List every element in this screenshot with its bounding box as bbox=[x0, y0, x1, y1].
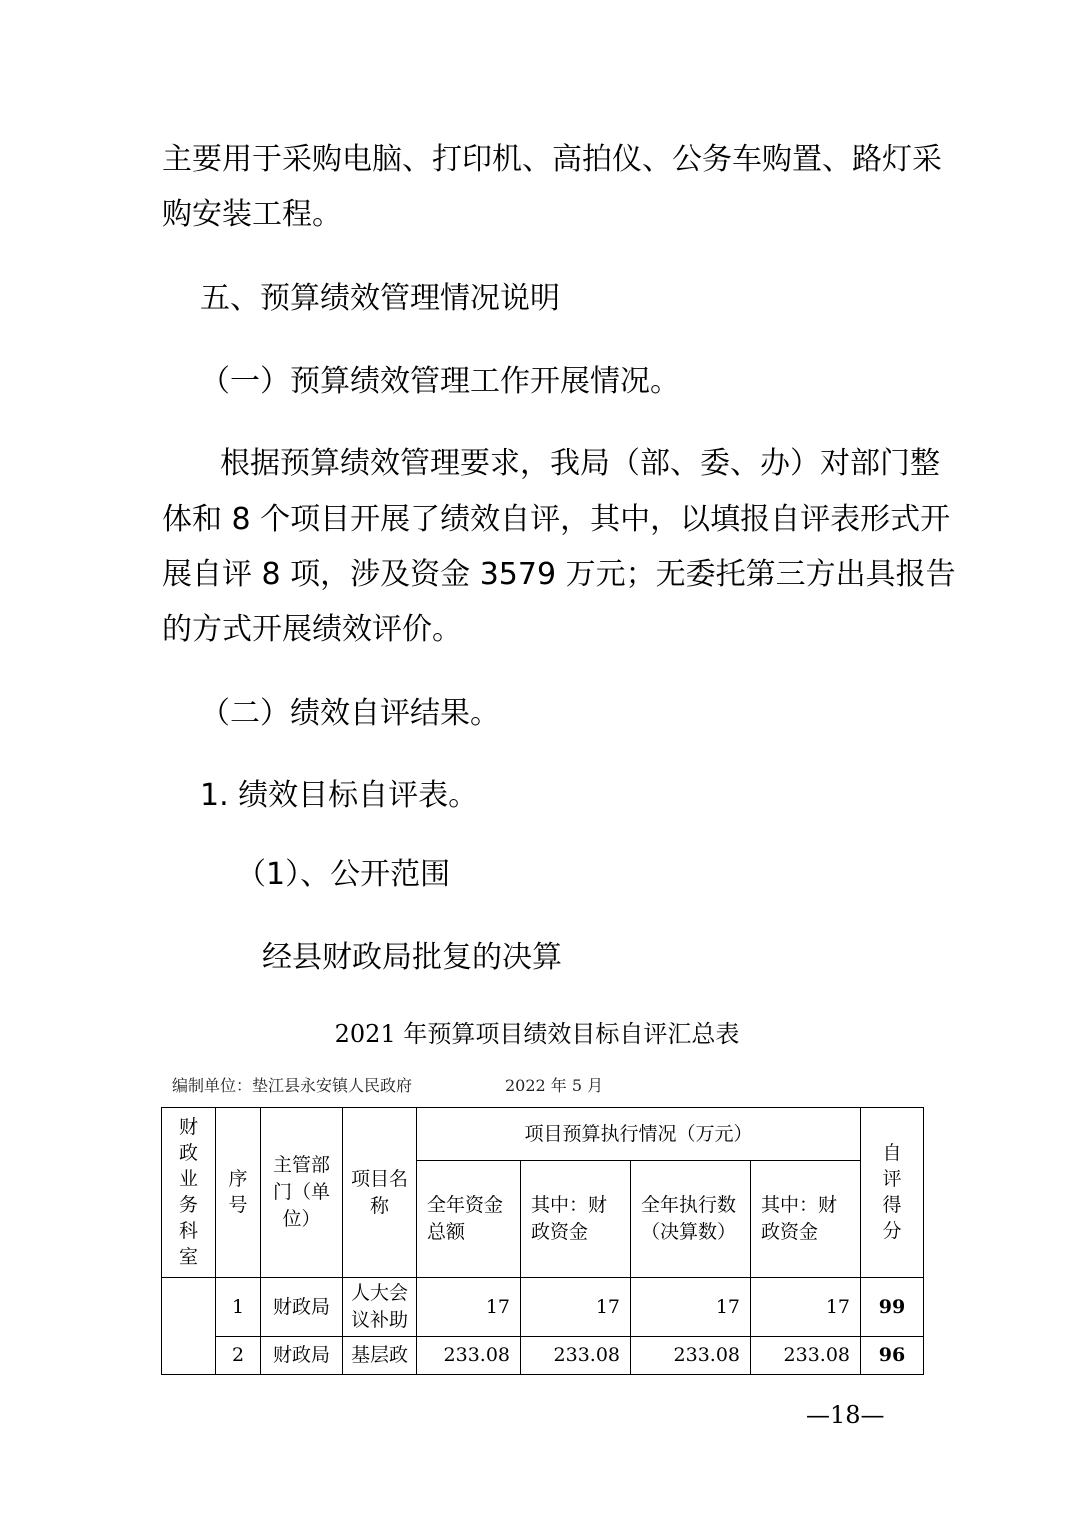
item-subheading: （1）、公开范围 bbox=[236, 857, 451, 892]
score-cell: 96 bbox=[861, 1337, 924, 1375]
body-line: 购安装工程。 bbox=[162, 197, 342, 232]
subsection-heading: （一）预算绩效管理工作开展情况。 bbox=[200, 364, 680, 399]
table-row bbox=[162, 1278, 924, 1337]
body-line: 根据预算绩效管理要求，我局（部、委、办）对部门整 bbox=[220, 446, 940, 481]
section-heading: 五、预算绩效管理情况说明 bbox=[200, 281, 560, 316]
fiscal-funds-cell: 233.08 bbox=[521, 1337, 631, 1375]
header-fiscal-funds: 其中：财政资金 bbox=[521, 1161, 631, 1278]
header-seq: 序号 bbox=[216, 1108, 261, 1278]
header-project-name: 项目名称 bbox=[343, 1108, 417, 1278]
page-number: —18— bbox=[806, 1401, 885, 1429]
fiscal-funds-cell: 17 bbox=[521, 1278, 631, 1337]
table-title: 2021 年预算项目绩效目标自评汇总表 bbox=[334, 1020, 740, 1048]
score-cell: 99 bbox=[861, 1278, 924, 1337]
compiling-unit: 编制单位：垫江县永安镇人民政府 bbox=[172, 1076, 413, 1095]
annual-exec-cell: 233.08 bbox=[631, 1337, 751, 1375]
project-cell: 基层政 bbox=[343, 1337, 417, 1375]
project-cell: 人大会议补助 bbox=[343, 1278, 417, 1337]
fiscal-exec-cell: 233.08 bbox=[751, 1337, 861, 1375]
evaluation-summary-table bbox=[161, 1107, 924, 1375]
body-line: 展自评 8 项，涉及资金 3579 万元；无委托第三方出具报告 bbox=[162, 557, 956, 592]
seq-cell: 1 bbox=[216, 1278, 261, 1337]
header-self-score: 自评得分 bbox=[861, 1108, 924, 1278]
header-fiscal-funds-exec: 其中：财政资金 bbox=[751, 1161, 861, 1278]
header-budget-group: 项目预算执行情况（万元） bbox=[417, 1108, 861, 1161]
header-dept-office: 财政业务科室 bbox=[162, 1108, 216, 1278]
annual-exec-cell: 17 bbox=[631, 1278, 751, 1337]
total-funds-cell: 233.08 bbox=[417, 1337, 521, 1375]
header-total-funds: 全年资金总额 bbox=[417, 1161, 521, 1278]
compile-date: 2022 年 5 月 bbox=[505, 1076, 604, 1095]
dept-cell: 财政局 bbox=[261, 1337, 343, 1375]
total-funds-cell: 17 bbox=[417, 1278, 521, 1337]
seq-cell: 2 bbox=[216, 1337, 261, 1375]
fiscal-exec-cell: 17 bbox=[751, 1278, 861, 1337]
body-line: 体和 8 个项目开展了绩效自评，其中，以填报自评表形式开 bbox=[162, 502, 951, 537]
header-annual-exec: 全年执行数（决算数） bbox=[631, 1161, 751, 1278]
subsection-heading: （二）绩效自评结果。 bbox=[200, 696, 500, 731]
dept-office-cell bbox=[162, 1278, 216, 1375]
header-supervisor: 主管部门（单位） bbox=[261, 1108, 343, 1278]
table-row bbox=[162, 1337, 924, 1375]
item-heading: 1. 绩效目标自评表。 bbox=[200, 778, 479, 813]
scope-text: 经县财政局批复的决算 bbox=[262, 940, 562, 975]
body-line: 主要用于采购电脑、打印机、高拍仪、公务车购置、路灯采 bbox=[162, 142, 942, 177]
body-line: 的方式开展绩效评价。 bbox=[162, 612, 462, 647]
dept-cell: 财政局 bbox=[261, 1278, 343, 1337]
